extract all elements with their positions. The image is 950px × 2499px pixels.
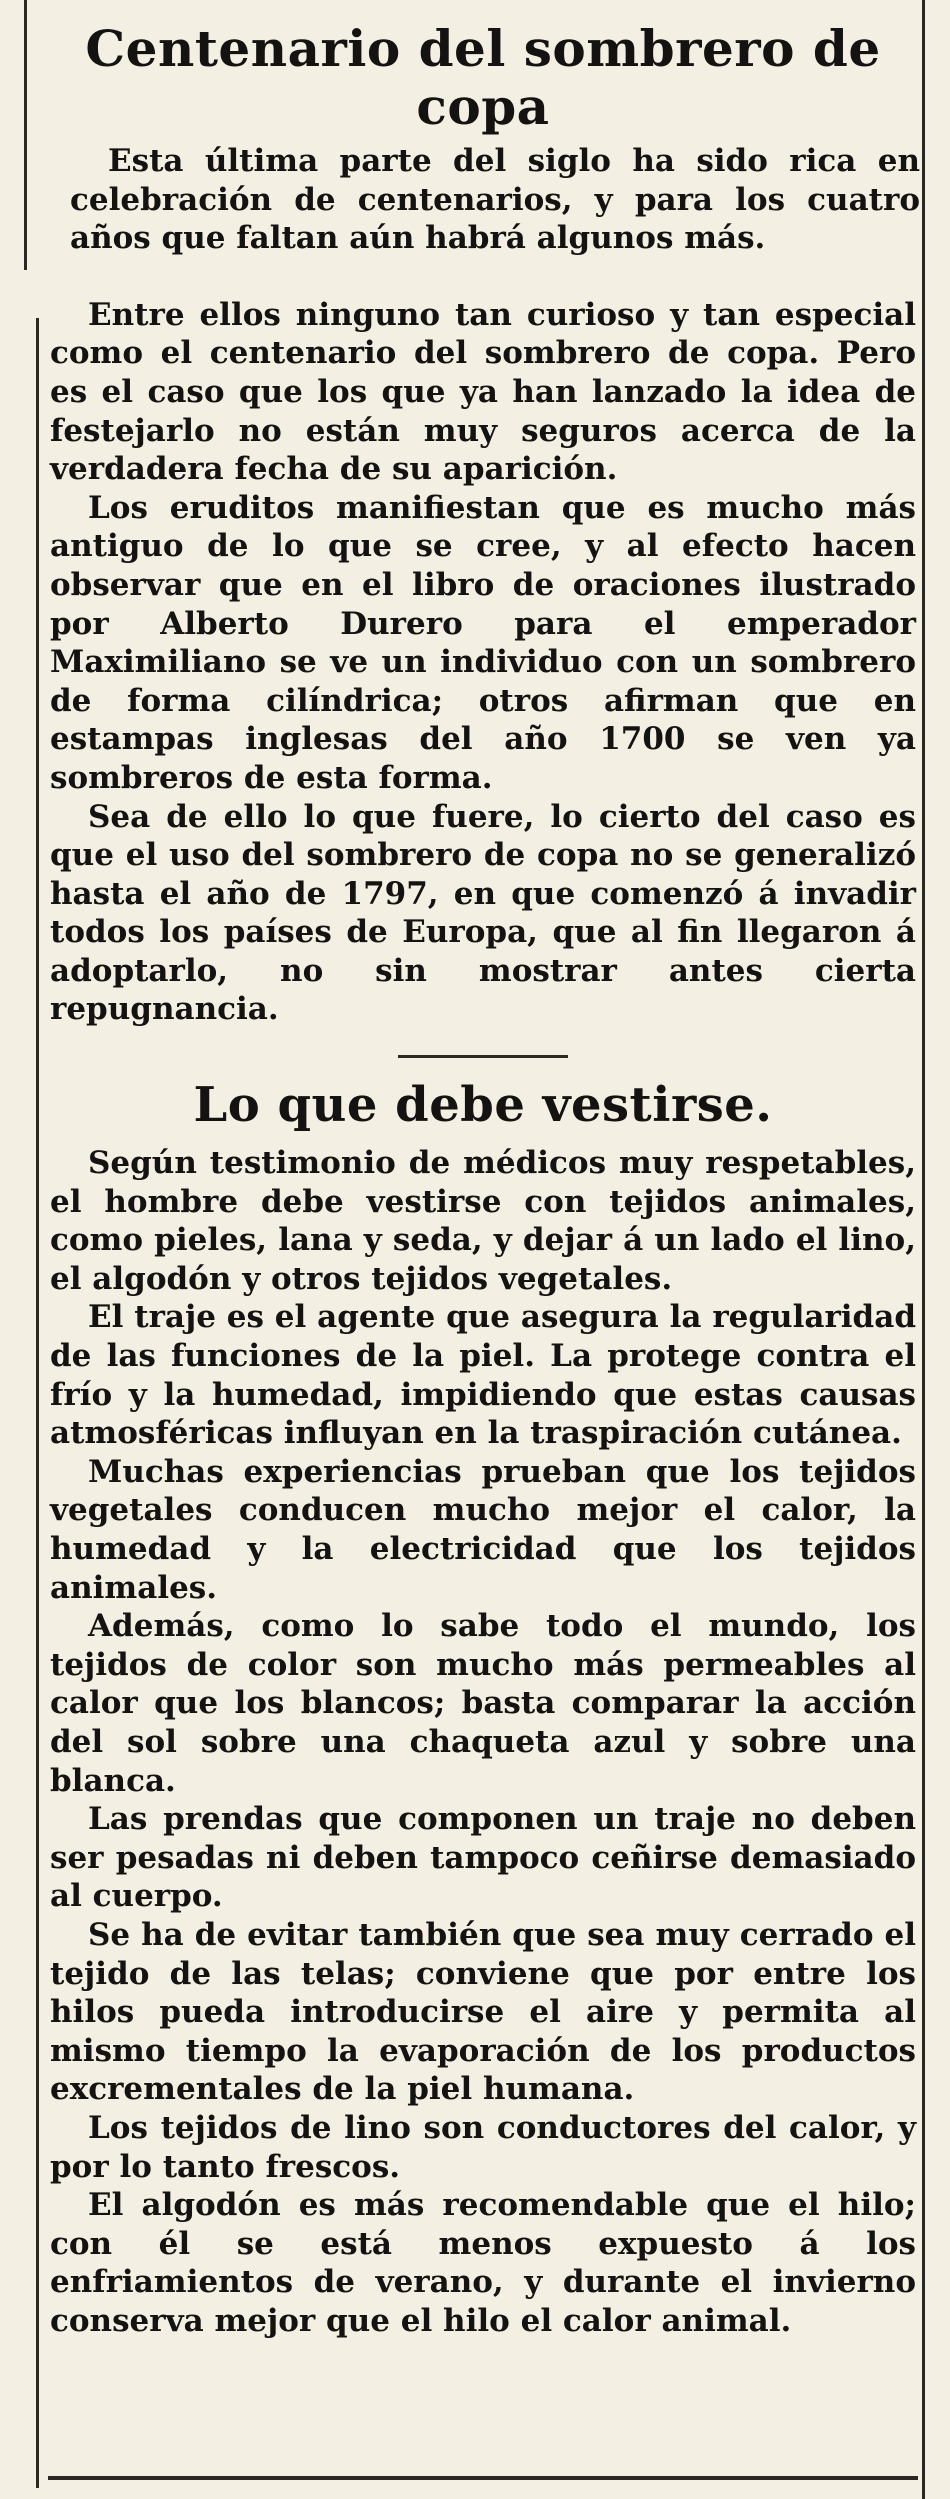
article2-paragraph: Según testimonio de médicos muy respetables, el hombre debe vestirse con tejidos animales, como pieles, lana y seda, y dejar á un lado el lino, el algodón y otros tejidos vegetales.	[50, 1145, 916, 1297]
article2-paragraph: El algodón es más recomendable que el hilo; con él se está menos expuesto á los enfriamientos de verano, y durante el invierno conserva mejor que el hilo el calor animal.	[50, 2187, 916, 2339]
article2-body	[50, 1144, 916, 2340]
right-column-rule	[922, 0, 925, 2499]
article2-paragraph: Se ha de evitar también que sea muy cerrado el tejido de las telas; conviene que por entre los hilos pueda introducirse el aire y permita al mismo tiempo la evaporación de los productos excrementales de la piel humana.	[50, 1916, 916, 2108]
article2-paragraph: Muchas experiencias prueban que los tejidos vegetales conducen mucho mejor el calor, la humedad y la electricidad que los tejidos animales.	[50, 1453, 916, 1606]
article1-title: Centenario del sombrero de copa	[85, 19, 881, 136]
bottom-rule	[48, 2476, 918, 2480]
article2-title: Lo que debe vestirse.	[193, 1077, 773, 1134]
left-column-rule	[36, 318, 39, 2488]
article1-paragraph: Entre ellos ninguno tan curioso y tan especial como el centenario del sombrero de copa. Pero es el caso que los que ya han lanzado la idea de festejarlo no están muy seguros acerca de la verdadera fecha de su aparición.	[50, 296, 916, 488]
article1-paragraph: Sea de ello lo que fuere, lo cierto del caso es que el uso del sombrero de copa no se generalizó hasta el año de 1797, en que comenzó á invadir todos los países de Europa, que al fin llegaron á adoptarlo, no sin mostrar antes cierta repugnancia.	[50, 798, 916, 1028]
article1-paragraph: Los eruditos manifiestan que es mucho más antiguo de lo que se cree, y al efecto hacen observar que en el libro de oraciones ilustrado por Alberto Durero para el emperador Maximiliano se ve un individuo con un sombrero de forma cilíndrica; otros afirman que en estampas inglesas del año 1700 se ven ya sombreros de esta forma.	[50, 489, 916, 796]
article2-paragraph: El traje es el agente que asegura la regularidad de las funciones de la piel. La protege contra el frío y la humedad, impidiendo que estas causas atmosféricas influyan en la traspiración cutánea.	[50, 1299, 916, 1452]
left-column-rule-top	[24, 0, 27, 270]
article2-paragraph: Además, como lo sabe todo el mundo, los tejidos de color son mucho más permeables al calor que los blancos; basta comparar la acción del sol sobre una chaqueta azul y sobre una blanca.	[50, 1608, 916, 1799]
article2-paragraph: Los tejidos de lino son conductores del calor, y por lo tanto frescos.	[50, 2109, 916, 2185]
article-separator	[398, 1055, 568, 1058]
article1-body	[50, 296, 916, 1029]
article1-lead: Esta última parte del siglo ha sido rica en celebración de centenarios, y para los cuatro años que faltan aún habrá algunos más.	[70, 143, 920, 257]
article-column	[50, 19, 920, 2340]
article2-paragraph: Las prendas que componen un traje no deben ser pesadas ni deben tampoco ceñirse demasiado al cuerpo.	[50, 1801, 916, 1915]
